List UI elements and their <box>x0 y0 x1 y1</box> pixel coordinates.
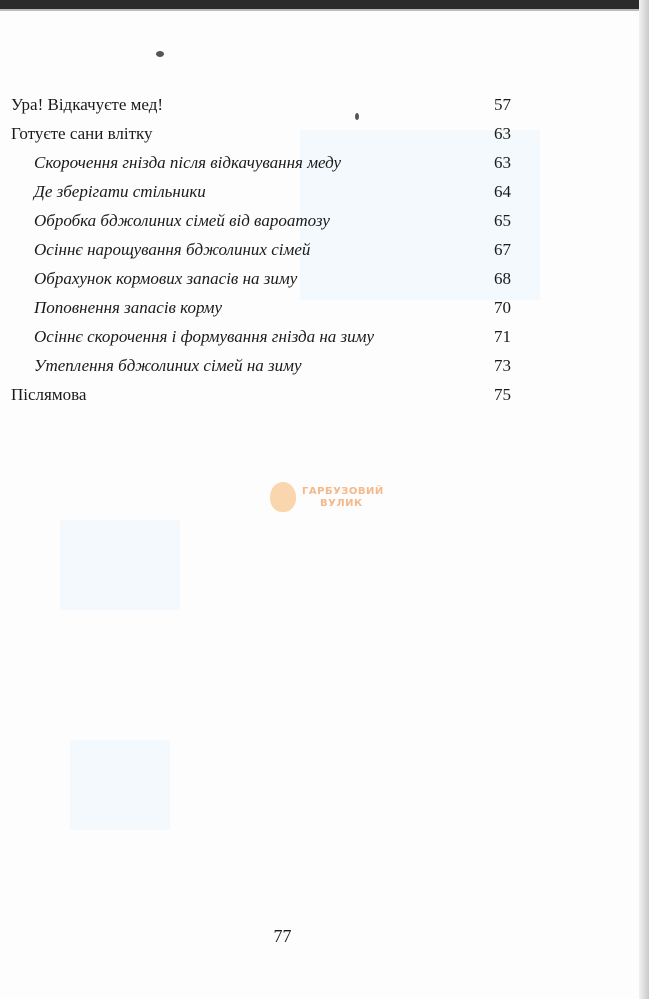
scan-speck <box>156 51 164 57</box>
toc-entry-page: 70 <box>494 298 511 317</box>
toc-entry-title: Утеплення бджолиних сімей на зиму <box>34 356 302 375</box>
toc-entry[interactable] <box>0 324 649 350</box>
toc-entry-title: Готуєте сани влітку <box>11 124 153 143</box>
page-number-text: 77 <box>273 926 292 946</box>
toc-entry-page: 63 <box>494 153 511 172</box>
toc-entry[interactable] <box>0 150 649 176</box>
toc-entry-title: Поповнення запасів корму <box>34 298 223 317</box>
toc-entry-page: 64 <box>494 182 511 201</box>
toc-entry-title: Скорочення гнізда після відкачування меду <box>34 153 342 172</box>
watermark-line2: ВУЛИК <box>320 498 363 509</box>
toc-entry-page: 73 <box>494 356 511 375</box>
toc-entry[interactable] <box>0 266 649 292</box>
toc-entry-page: 75 <box>494 385 511 404</box>
toc-entry[interactable] <box>0 121 649 147</box>
toc-entry-title: Де зберігати стільники <box>34 182 206 201</box>
toc-entry-page: 63 <box>494 124 511 143</box>
toc-entry-page: 57 <box>494 95 511 114</box>
toc-entry[interactable] <box>0 382 649 408</box>
toc-entry-page: 67 <box>494 240 511 259</box>
toc-entry[interactable] <box>0 92 649 118</box>
toc-entry[interactable] <box>0 237 649 263</box>
toc-entry-page: 68 <box>494 269 511 288</box>
toc-entry-page: 71 <box>494 327 511 346</box>
toc-entry-title: Ура! Відкачуєте мед! <box>11 95 164 114</box>
pumpkin-hive-icon <box>270 482 296 512</box>
toc-entry[interactable] <box>0 295 649 321</box>
toc-entry[interactable] <box>0 179 649 205</box>
toc-entry[interactable] <box>0 208 649 234</box>
toc-entry-title: Обрахунок кормових запасів на зиму <box>34 269 298 288</box>
toc-entry[interactable] <box>0 353 649 379</box>
toc-entry-title: Осіннє скорочення і формування гнізда на зиму <box>34 327 375 346</box>
toc-entry-title: Післямова <box>11 385 87 404</box>
toc-entry-title: Осіннє нарощування бджолиних сімей <box>34 240 311 259</box>
toc-entry-page: 65 <box>494 211 511 230</box>
scan-top-shadow <box>0 9 649 11</box>
watermark-text <box>302 486 384 510</box>
watermark-line1: ГАРБУЗОВИЙ <box>302 486 384 497</box>
bleed-through-block <box>60 520 180 610</box>
page-number <box>0 926 649 947</box>
watermark-logo <box>264 480 394 520</box>
scan-top-edge <box>0 0 649 9</box>
bleed-through-block <box>70 740 170 830</box>
toc-entry-title: Обробка бджолиних сімей від вароатозу <box>34 211 330 230</box>
